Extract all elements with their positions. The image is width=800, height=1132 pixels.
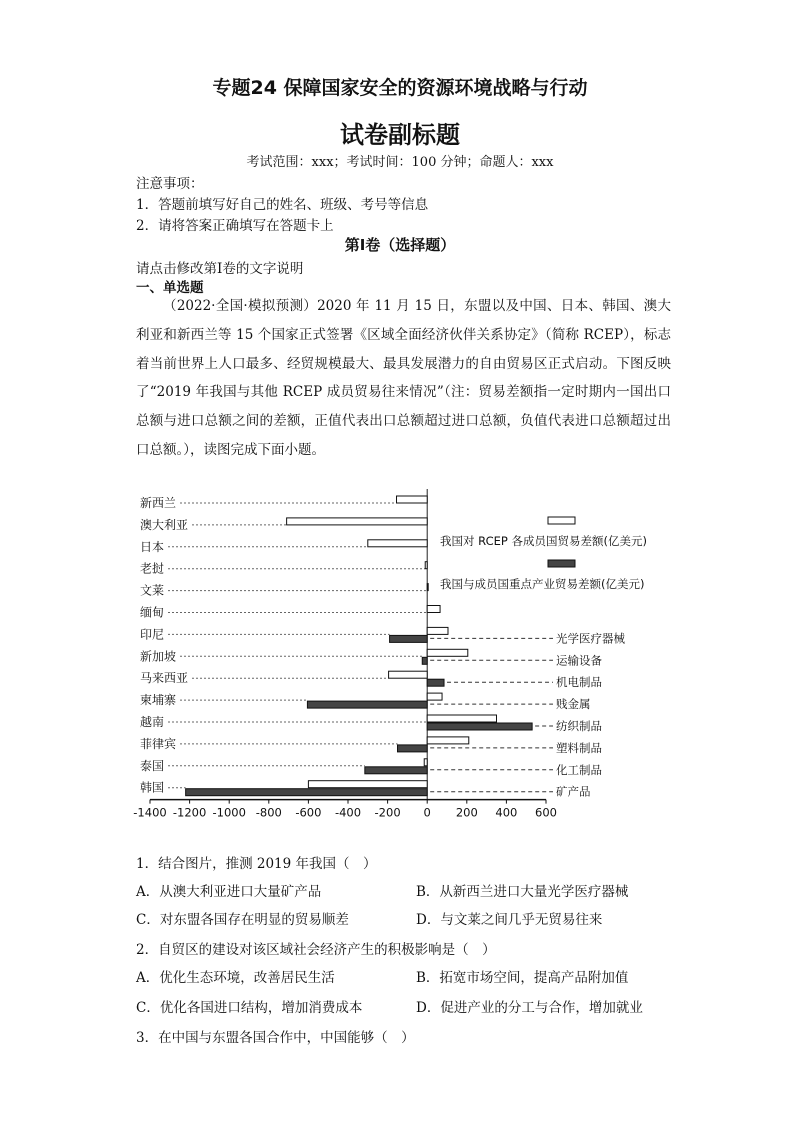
section-hint: 请点击修改第Ⅰ卷的文字说明 (136, 261, 304, 277)
bar-total-balance (389, 671, 428, 678)
q1-option-a[interactable]: A．从澳大利亚进口大量矿产品 (136, 884, 322, 900)
category-label: 韩国 (140, 780, 165, 795)
x-tick-label: -1000 (212, 805, 246, 820)
passage (136, 292, 671, 465)
x-tick-label: -400 (334, 805, 362, 820)
x-tick-label: -1200 (172, 805, 207, 820)
x-tick-label: 200 (455, 805, 478, 820)
bar-industry-balance (427, 723, 532, 730)
q2-option-a[interactable]: A．优化生态环境，改善居民生活 (136, 970, 335, 986)
trade-balance-chart (128, 485, 688, 825)
bar-total-balance (287, 518, 428, 525)
x-tick-label: -800 (255, 805, 282, 820)
category-label: 马来西亚 (140, 671, 189, 686)
section-title: 第Ⅰ卷（选择题） (344, 236, 456, 254)
x-tick-label: 0 (423, 805, 431, 820)
legend-label: 我国与成员国重点产业贸易差额(亿美元) (440, 577, 645, 591)
industry-label: 化工制品 (556, 762, 602, 777)
bar-total-balance (397, 496, 428, 503)
x-tick-label: -600 (295, 805, 322, 820)
x-tick-label: -1400 (133, 805, 167, 820)
bar-total-balance (427, 649, 468, 656)
question-3-stem: 3．在中国与东盟各国合作中，中国能够（ ） (136, 1030, 415, 1046)
x-tick-label: -200 (374, 805, 401, 820)
category-label: 印尼 (140, 627, 165, 642)
category-label: 柬埔寨 (140, 693, 177, 708)
legend-label: 我国对 RCEP 各成员国贸易差额(亿美元) (440, 534, 647, 548)
category-label: 日本 (140, 539, 165, 554)
bar-total-balance (427, 606, 440, 613)
bar-industry-balance (307, 701, 427, 708)
industry-label: 塑料制品 (556, 740, 602, 755)
bar-total-balance (425, 562, 427, 569)
q2-option-d[interactable]: D．促进产业的分工与合作，增加就业 (416, 1000, 643, 1016)
q1-option-c[interactable]: C．对东盟各国存在明显的贸易顺差 (136, 912, 349, 928)
bar-industry-balance (398, 745, 428, 752)
exam-meta: 考试范围：xxx；考试时间：100 分钟；命题人：xxx (246, 155, 554, 170)
industry-label: 光学医疗器械 (556, 631, 625, 646)
category-label: 越南 (140, 715, 165, 729)
bar-industry-balance (422, 657, 427, 664)
q1-option-b[interactable]: B．从新西兰进口大量光学医疗器械 (416, 884, 629, 900)
question-2-stem: 2．自贸区的建设对该区域社会经济产生的积极影响是（ ） (136, 942, 496, 958)
bar-total-balance (424, 759, 427, 766)
document-title: 专题24 保障国家安全的资源环境战略与行动 (212, 77, 588, 99)
legend-swatch (548, 517, 575, 524)
notes-item-1: 1．答题前填写好自己的姓名、班级、考号等信息 (136, 197, 429, 213)
category-label: 新西兰 (140, 496, 177, 510)
x-tick-label: 600 (535, 805, 557, 820)
notes-heading: 注意事项： (136, 176, 204, 192)
q2-option-b[interactable]: B．拓宽市场空间，提高产品附加值 (416, 970, 629, 986)
bar-total-balance (308, 781, 427, 788)
bar-total-balance (427, 584, 428, 591)
category-label: 菲律宾 (140, 736, 177, 751)
industry-label: 机电制品 (556, 675, 602, 690)
q1-option-d[interactable]: D．与文莱之间几乎无贸易往来 (416, 912, 603, 928)
chart-category-labels (140, 496, 188, 795)
document-subtitle: 试卷副标题 (340, 121, 460, 149)
industry-label: 纺织制品 (556, 719, 602, 733)
chart-leader-lines (168, 489, 427, 800)
bar-total-balance (427, 737, 469, 744)
chart-x-axis (133, 800, 557, 820)
bar-total-balance (427, 627, 448, 634)
category-label: 澳大利亚 (140, 517, 189, 532)
question-1-stem: 1．结合图片，推测 2019 年我国（ ） (136, 856, 377, 872)
industry-label: 贱金属 (556, 697, 591, 712)
x-tick-label: 400 (495, 805, 518, 820)
passage-paragraph: （2022·全国·模拟预测）2020 年 11 月 15 日，东盟以及中国、日本、韩国、澳大利亚和新西兰等 15 个国家正式签署《区域全面经济伙伴关系协定》（简称 RCEP），标志着当前世界上人口最多、经贸规模最大、最具发展潜力的自由贸易区正式启动。下图反映了“2019 年我国与其他 RCEP 成员贸易往来情况”（注：贸易差额指一定时期内一国出口总额与进口总额之间的差额，正值代表出口总额超过进口总额，负值代表进口总额超过出口总额。），读图完成下面小题。 (136, 298, 671, 458)
part-heading: 一、单选题 (136, 280, 204, 296)
category-label: 泰国 (140, 758, 165, 773)
bar-total-balance (368, 540, 427, 547)
category-label: 缅甸 (140, 605, 165, 620)
category-label: 老挝 (140, 561, 165, 576)
bar-industry-balance (365, 767, 427, 774)
bar-industry-balance (390, 635, 428, 642)
bar-industry-balance (186, 789, 428, 796)
industry-label: 矿产品 (556, 784, 591, 799)
legend-swatch (548, 560, 575, 567)
category-label: 文莱 (140, 583, 165, 598)
notes-item-2: 2．请将答案正确填写在答题卡上 (136, 218, 334, 234)
q2-option-c[interactable]: C．优化各国进口结构，增加消费成本 (136, 1000, 363, 1016)
chart-legend (440, 517, 647, 591)
bar-total-balance (427, 693, 442, 700)
bar-industry-balance (427, 679, 444, 686)
category-label: 新加坡 (140, 649, 177, 664)
industry-label: 运输设备 (556, 653, 602, 668)
bar-total-balance (427, 715, 496, 722)
